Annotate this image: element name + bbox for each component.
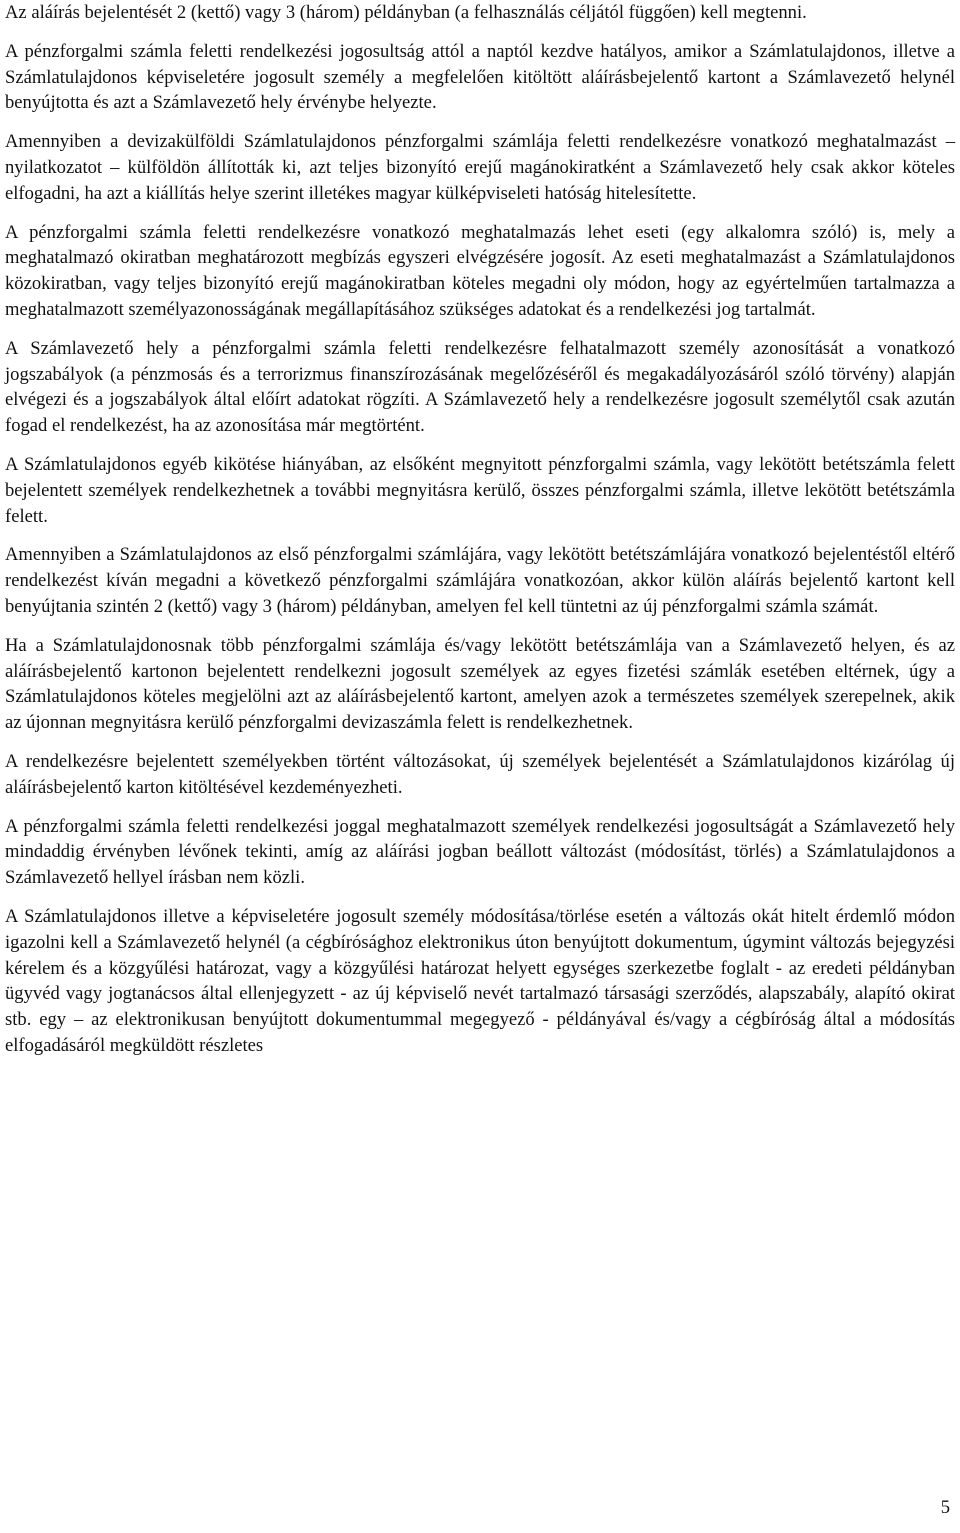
paragraph-identification: A Számlavezető hely a pénzforgalmi számla feletti rendelkezésre felhatalmazott személy azonosítását a vonatkozó jogszabályok (a pénzmosás és a terrorizmus finanszírozásának megelőzéséről és megakadályozásáról szóló törvény) alapján elvégezi és a jogszabályok által előírt adatokat rögzíti. A Számlavezető hely a rendelkezésre jogosult személytől csak azután fogad el rendelkezést, ha az azonosítása már megtörtént. xyxy=(5,337,955,437)
paragraph-foreign-authorization: Amennyiben a devizakülföldi Számlatulajdonos pénzforgalmi számlája feletti rendelkezésre vonatkozó meghatalmazást – nyilatkozatot – külföldön állították ki, azt teljes bizonyító erejű magánokiratként a Számlavezető hely csak akkor köteles elfogadni, ha azt a kiállítás helye szerint illetékes magyar külképviseleti hatóság hitelesítette. xyxy=(5,131,955,204)
paragraph-authorization-validity: A pénzforgalmi számla feletti rendelkezési joggal meghatalmazott személyek rendelkezési jogosultságát a Számlavezető hely mindaddig érvényben lévőnek tekinti, amíg az aláírási jogban beállott változást (módosítást, törlés) a Számlatulajdonos a Számlavezető hellyel írásban nem közli. xyxy=(5,815,955,889)
page-number: 5 xyxy=(940,1497,950,1518)
paragraph-different-disposal: Amennyiben a Számlatulajdonos az első pénzforgalmi számlájára, vagy lekötött betétszámlájára vonatkozó bejelentéstől eltérő rendelkezést kíván megadni a következő pénzforgalmi számlájára vonatkozóan, akkor külön aláírás bejelentő kartont kell benyújtania szintén 2 (kettő) vagy 3 (három) példányban, amelyen fel kell tüntetni az új pénzforgalmi számla számát. xyxy=(5,544,955,617)
paragraph-signatory-changes: A rendelkezésre bejelentett személyekben történt változásokat, új személyek bejelentését a Számlatulajdonos kizárólag új aláírásbejelentő karton kitöltésével kezdeményezheti. xyxy=(5,750,955,798)
paragraph-disposal-right-effective: A pénzforgalmi számla feletti rendelkezési jogosultság attól a naptól kezdve hatályos, amikor a Számlatulajdonos, illetve a Számlatulajdonos képviseletére jogosult személy a megfelelően kitöltött aláírásbejelentő kartont a Számlavezető helynél benyújtotta és azt a Számlavezető hely érvénybe helyezte. xyxy=(5,40,955,114)
paragraph-modification-proof: A Számlatulajdonos illetve a képviseletére jogosult személy módosítása/törlése esetén a változás okát hitelt érdemlő módon igazolni kell a Számlavezető helynél (a cégbírósághoz elektronikus úton benyújtott dokumentum, úgymint változás bejegyzési kérelem és a közgyűlési határozat, vagy a közgyűlési határozat helyett egységes szerkezetbe foglalt - az eredeti példányban ügyvéd vagy jogtanácsos által ellenjegyzett - az új képviselő nevét tartalmazó társasági szerződés, alapszabály, alapító okirat stb. egy – az elektronikusan benyújtott dokumentummal megegyező - példányával és/vagy a cégbíróság által a módosítás elfogadásáról megküldött részletes xyxy=(5,905,955,1056)
paragraph-signature-copies: Az aláírás bejelentését 2 (kettő) vagy 3 (három) példányban (a felhasználás céljától függően) kell megtenni. xyxy=(5,2,807,23)
paragraph-one-time-authorization: A pénzforgalmi számla feletti rendelkezésre vonatkozó meghatalmazás lehet eseti (egy alkalomra szóló) is, mely a meghatalmazó okiratban meghatározott megbízás egyszeri elvégzésére jogosít. Az eseti meghatalmazást a Számlatulajdonos közokiratban, vagy teljes bizonyító erejű magánokiratban köteles megadni oly módon, hogy az egyértelműen tartalmazza a meghatalmazott személyazonosságának megállapításához szükséges adatokat és a rendelkezési jog tartalmát. xyxy=(5,221,955,320)
paragraph-multiple-accounts: Ha a Számlatulajdonosnak több pénzforgalmi számlája és/vagy lekötött betétszámlája van a Számlavezető helyen, és az aláírásbejelentő kartonon bejelentett rendelkezni jogosult személyek az egyes fizetési számlák esetében eltérnek, úgy a Számlatulajdonos köteles megjelölni azt az aláírásbejelentő kartont, amelyen azok a természetes személyek szerepelnek, akik az újonnan megnyitásra kerülő pénzforgalmi devizaszámla felett is rendelkezhetnek. xyxy=(5,634,955,734)
document-page xyxy=(5,0,955,1072)
paragraph-first-account-signatories: A Számlatulajdonos egyéb kikötése hiányában, az elsőként megnyitott pénzforgalmi számla, vagy lekötött betétszámla felett bejelentett személyek rendelkezhetnek a további megnyitásra kerülő, összes pénzforgalmi számla, illetve lekötött betétszámla felett. xyxy=(5,453,955,527)
